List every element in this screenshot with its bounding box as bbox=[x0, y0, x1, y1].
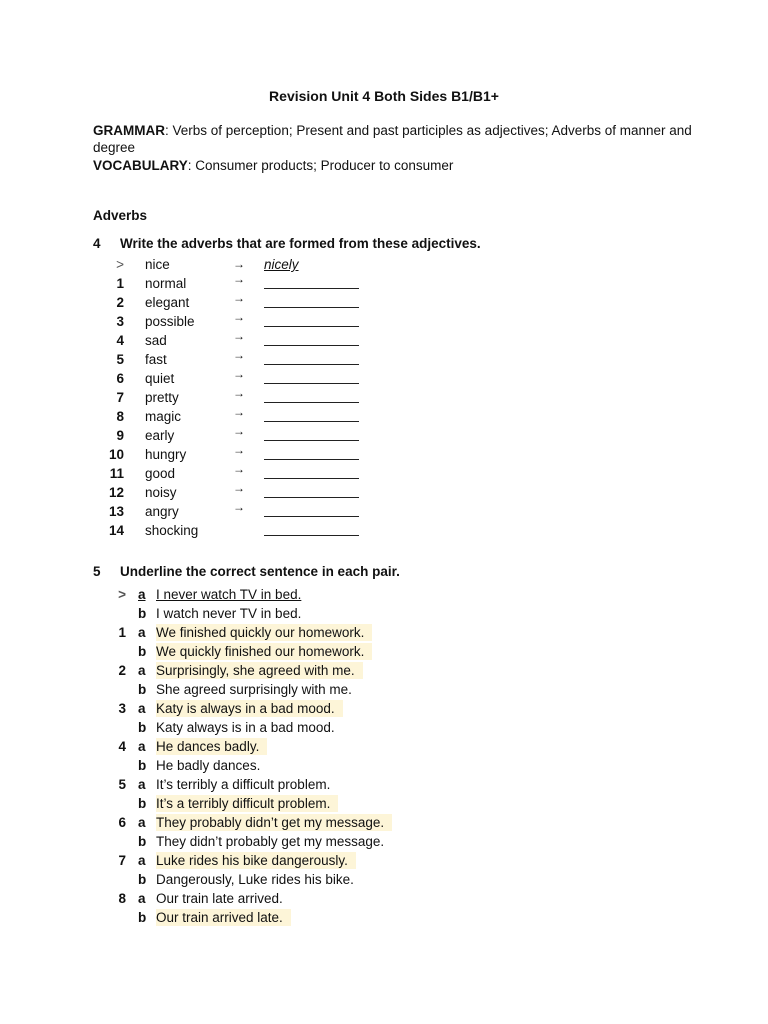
adjective: noisy bbox=[145, 485, 177, 500]
arrow-icon: → bbox=[233, 329, 245, 343]
adjective: hungry bbox=[145, 447, 187, 462]
answer-blank[interactable] bbox=[264, 388, 359, 403]
arrow-icon: → bbox=[233, 424, 245, 438]
option-letter: b bbox=[138, 720, 147, 735]
pair-number: 2 bbox=[118, 663, 126, 678]
sentence-text[interactable] bbox=[156, 604, 301, 623]
sentence-label: Katy always is in a bad mood. bbox=[156, 720, 335, 735]
option-letter: b bbox=[138, 606, 147, 621]
arrow-icon: → bbox=[233, 386, 245, 400]
sentence-label: Our train arrived late. bbox=[156, 909, 291, 926]
sentence-label: We quickly finished our homework. bbox=[156, 643, 372, 660]
item-number: 12 bbox=[108, 485, 124, 500]
arrow-icon: → bbox=[233, 443, 245, 457]
pair-number: 1 bbox=[118, 625, 126, 640]
item-number: 1 bbox=[116, 276, 124, 291]
option-letter: b bbox=[138, 682, 147, 697]
sentence-label: Katy is always in a bad mood. bbox=[156, 700, 343, 717]
arrow-icon: → bbox=[233, 367, 245, 381]
example-marker-icon: > bbox=[118, 587, 126, 602]
sentence-text[interactable] bbox=[156, 737, 267, 756]
answer-blank[interactable] bbox=[264, 502, 359, 517]
sentence-label: He dances badly. bbox=[156, 738, 267, 755]
adjective: sad bbox=[145, 333, 167, 348]
sentence-text[interactable] bbox=[156, 699, 343, 718]
sentence-text[interactable] bbox=[156, 889, 283, 908]
sentence-label: I never watch TV in bed. bbox=[156, 587, 302, 602]
adjective: possible bbox=[145, 314, 195, 329]
item-number: 8 bbox=[116, 409, 124, 424]
pair-number: 3 bbox=[118, 701, 126, 716]
answer-blank[interactable] bbox=[264, 350, 359, 365]
exercise-5-number: 5 bbox=[93, 564, 101, 579]
sentence-label: It’s a terribly difficult problem. bbox=[156, 795, 338, 812]
pair-number: 5 bbox=[118, 777, 126, 792]
option-letter: b bbox=[138, 796, 147, 811]
answer-blank[interactable] bbox=[264, 274, 359, 289]
item-number: 9 bbox=[116, 428, 124, 443]
answer-blank[interactable] bbox=[264, 426, 359, 441]
sentence-text[interactable] bbox=[156, 680, 352, 699]
adjective: normal bbox=[145, 276, 187, 291]
vocabulary-label: VOCABULARY bbox=[93, 158, 188, 173]
item-number: 13 bbox=[108, 504, 124, 519]
answer-blank[interactable] bbox=[264, 293, 359, 308]
option-letter: a bbox=[138, 815, 146, 830]
example-marker-icon: > bbox=[116, 257, 124, 272]
answer-blank[interactable] bbox=[264, 445, 359, 460]
sentence-label: I watch never TV in bed. bbox=[156, 606, 302, 621]
sentence-text[interactable] bbox=[156, 794, 338, 813]
adjective: fast bbox=[145, 352, 167, 367]
answer-blank[interactable] bbox=[264, 407, 359, 422]
vocabulary-text: : Consumer products; Producer to consumer bbox=[187, 158, 454, 173]
option-letter: b bbox=[138, 644, 147, 659]
sentence-text[interactable] bbox=[156, 851, 356, 870]
option-letter: b bbox=[138, 834, 147, 849]
sentence-label: Our train late arrived. bbox=[156, 891, 283, 906]
pair-number: 8 bbox=[118, 891, 126, 906]
exercise-4-instruction: Write the adverbs that are formed from these adjectives. bbox=[120, 236, 481, 251]
item-number: 5 bbox=[116, 352, 124, 367]
exercise-4-heading bbox=[93, 236, 481, 251]
answer-blank[interactable] bbox=[264, 483, 359, 498]
sentence-label: They didn’t probably get my message. bbox=[156, 834, 385, 849]
option-letter: a bbox=[138, 777, 146, 792]
item-number: 14 bbox=[108, 523, 124, 538]
arrow-icon: → bbox=[233, 481, 245, 495]
arrow-icon: → bbox=[233, 272, 245, 286]
adjective: shocking bbox=[145, 523, 199, 538]
item-number: 4 bbox=[116, 333, 124, 348]
adjective: angry bbox=[145, 504, 179, 519]
option-letter: a bbox=[138, 663, 146, 678]
answer-blank[interactable] bbox=[264, 521, 359, 536]
sentence-text[interactable] bbox=[156, 775, 330, 794]
option-letter: a bbox=[138, 739, 146, 754]
item-number: 2 bbox=[116, 295, 124, 310]
arrow-icon: → bbox=[233, 291, 245, 305]
item-number: 7 bbox=[116, 390, 124, 405]
adjective: elegant bbox=[145, 295, 190, 310]
item-number: 6 bbox=[116, 371, 124, 386]
adjective: magic bbox=[145, 409, 182, 424]
exercise-4-number: 4 bbox=[93, 236, 101, 251]
answer-blank[interactable] bbox=[264, 369, 359, 384]
sentence-label: Luke rides his bike dangerously. bbox=[156, 852, 356, 869]
sentence-text[interactable] bbox=[156, 623, 372, 642]
adjective: nice bbox=[145, 257, 170, 272]
page-title: Revision Unit 4 Both Sides B1/B1+ bbox=[269, 88, 499, 104]
option-letter: a bbox=[138, 625, 146, 640]
exercise-5-instruction: Underline the correct sentence in each pair. bbox=[120, 564, 400, 579]
sentence-text[interactable] bbox=[156, 813, 392, 832]
sentence-label: She agreed surprisingly with me. bbox=[156, 682, 352, 697]
sentence-text[interactable] bbox=[156, 642, 372, 661]
section-heading: Adverbs bbox=[93, 208, 148, 223]
adjective: quiet bbox=[145, 371, 175, 386]
answer-blank[interactable] bbox=[264, 331, 359, 346]
sentence-label: We finished quickly our homework. bbox=[156, 624, 372, 641]
adjective: early bbox=[145, 428, 175, 443]
answer-blank[interactable] bbox=[264, 312, 359, 327]
arrow-icon: → bbox=[233, 257, 245, 271]
sentence-label: It’s terribly a difficult problem. bbox=[156, 777, 331, 792]
exercise-5-heading bbox=[93, 564, 400, 579]
pair-number: 6 bbox=[118, 815, 126, 830]
item-number: 10 bbox=[108, 447, 124, 462]
arrow-icon: → bbox=[233, 348, 245, 362]
sentence-text[interactable] bbox=[156, 585, 301, 604]
sentence-text[interactable] bbox=[156, 661, 363, 680]
item-number: 3 bbox=[116, 314, 124, 329]
grammar-line bbox=[93, 122, 693, 156]
option-letter: b bbox=[138, 758, 147, 773]
grammar-label: GRAMMAR bbox=[93, 123, 165, 138]
item-number: 11 bbox=[109, 466, 124, 481]
pair-number: 4 bbox=[118, 739, 126, 754]
adjective: good bbox=[145, 466, 176, 481]
option-letter: b bbox=[138, 872, 147, 887]
adjective: pretty bbox=[145, 390, 179, 405]
pair-number: 7 bbox=[118, 853, 126, 868]
sentence-text[interactable] bbox=[156, 718, 335, 737]
sentence-label: He badly dances. bbox=[156, 758, 261, 773]
sentence-text[interactable] bbox=[156, 832, 384, 851]
sentence-label: They probably didn’t get my message. bbox=[156, 814, 392, 831]
option-letter: b bbox=[138, 910, 147, 925]
option-letter: a bbox=[138, 891, 146, 906]
option-letter: a bbox=[138, 853, 146, 868]
example-answer: nicely bbox=[264, 257, 299, 272]
option-letter: a bbox=[138, 587, 146, 602]
option-letter: a bbox=[138, 701, 146, 716]
vocabulary-line bbox=[93, 157, 693, 174]
arrow-icon: → bbox=[233, 462, 245, 476]
sentence-text[interactable] bbox=[156, 908, 291, 927]
sentence-text[interactable] bbox=[156, 870, 354, 889]
arrow-icon: → bbox=[233, 310, 245, 324]
arrow-icon: → bbox=[233, 500, 245, 514]
sentence-label: Dangerously, Luke rides his bike. bbox=[156, 872, 354, 887]
sentence-text[interactable] bbox=[156, 756, 260, 775]
grammar-text: : Verbs of perception; Present and past participles as adjectives; Adverbs of manner and degree bbox=[93, 123, 692, 155]
sentence-label: Surprisingly, she agreed with me. bbox=[156, 662, 363, 679]
arrow-icon: → bbox=[233, 405, 245, 419]
answer-blank[interactable] bbox=[264, 464, 359, 479]
